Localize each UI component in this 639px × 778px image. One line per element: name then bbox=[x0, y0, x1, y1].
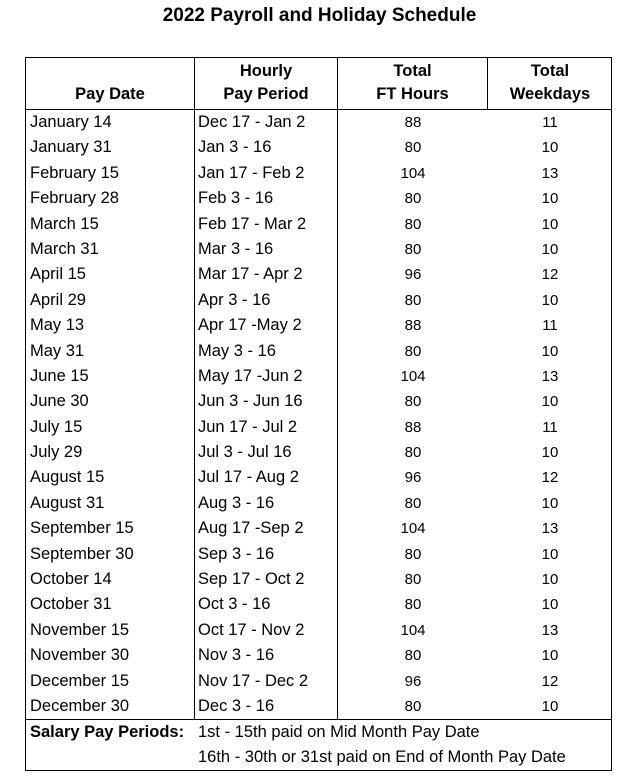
cell-weekdays: 10 bbox=[541, 596, 559, 614]
table-row bbox=[26, 110, 611, 135]
cell-ft-hours: 104 bbox=[400, 520, 426, 538]
table-row bbox=[26, 161, 611, 186]
cell-pay-date: August 15 bbox=[30, 468, 105, 487]
cell-weekdays: 12 bbox=[541, 266, 559, 284]
payroll-table bbox=[25, 57, 612, 771]
cell-pay-period: Mar 3 - 16 bbox=[198, 239, 274, 258]
cell-ft-hours: 80 bbox=[404, 647, 422, 665]
table-row bbox=[26, 262, 611, 287]
cell-pay-date: May 13 bbox=[30, 316, 85, 335]
header-weekdays-line2: Weekdays bbox=[509, 85, 591, 103]
cell-ft-hours: 80 bbox=[404, 190, 422, 208]
table-row bbox=[26, 618, 611, 643]
cell-pay-period: Oct 3 - 16 bbox=[198, 595, 271, 614]
header-total-line2: FT Hours bbox=[376, 85, 449, 103]
cell-pay-period: Oct 17 - Nov 2 bbox=[198, 620, 305, 639]
cell-weekdays: 11 bbox=[542, 317, 558, 335]
cell-pay-date: March 31 bbox=[30, 239, 99, 258]
cell-pay-period: May 17 -Jun 2 bbox=[198, 366, 303, 385]
cell-weekdays: 10 bbox=[541, 342, 559, 360]
salary-pay-periods-line2: 16th - 30th or 31st paid on End of Month Pay Date bbox=[198, 748, 566, 767]
header-hourly-line2: Pay Period bbox=[223, 85, 309, 103]
header-total-line1: Total bbox=[393, 62, 432, 80]
salary-pay-periods-line1: 1st - 15th paid on Mid Month Pay Date bbox=[198, 723, 480, 742]
cell-pay-date: February 28 bbox=[30, 189, 119, 208]
cell-pay-date: January 14 bbox=[30, 113, 112, 131]
cell-pay-date: January 31 bbox=[30, 138, 112, 157]
cell-ft-hours: 80 bbox=[404, 494, 422, 512]
cell-weekdays: 13 bbox=[541, 164, 559, 182]
cell-pay-period: Jan 3 - 16 bbox=[198, 138, 272, 157]
cell-pay-date: November 15 bbox=[30, 620, 130, 639]
page-title: 2022 Payroll and Holiday Schedule bbox=[162, 5, 477, 26]
cell-weekdays: 10 bbox=[541, 647, 559, 665]
cell-ft-hours: 104 bbox=[400, 621, 426, 639]
header-pay-date bbox=[26, 58, 194, 109]
salary-pay-periods-note bbox=[26, 719, 611, 770]
table-row bbox=[26, 415, 611, 440]
cell-pay-period: Sep 17 - Oct 2 bbox=[198, 570, 305, 589]
cell-weekdays: 10 bbox=[541, 215, 559, 233]
cell-pay-period: Aug 3 - 16 bbox=[198, 493, 275, 512]
cell-weekdays: 11 bbox=[542, 418, 558, 436]
cell-weekdays: 10 bbox=[541, 393, 559, 411]
table-row bbox=[26, 643, 611, 668]
cell-ft-hours: 80 bbox=[404, 596, 422, 614]
cell-weekdays: 10 bbox=[541, 240, 559, 258]
cell-weekdays: 13 bbox=[541, 367, 559, 385]
cell-pay-period: Feb 17 - Mar 2 bbox=[198, 214, 307, 233]
table-row bbox=[26, 364, 611, 389]
header-hourly-pay-period bbox=[195, 58, 337, 109]
table-row bbox=[26, 542, 611, 567]
cell-pay-period: Apr 3 - 16 bbox=[198, 290, 271, 309]
salary-pay-periods-label: Salary Pay Periods: bbox=[30, 723, 185, 742]
cell-pay-period: Feb 3 - 16 bbox=[198, 189, 274, 208]
cell-pay-period: Mar 17 - Apr 2 bbox=[198, 265, 303, 284]
cell-pay-date: November 30 bbox=[30, 646, 130, 665]
cell-pay-period: Nov 17 - Dec 2 bbox=[198, 671, 309, 690]
table-body bbox=[26, 110, 611, 719]
cell-ft-hours: 96 bbox=[404, 266, 422, 284]
cell-pay-date: February 15 bbox=[30, 163, 119, 182]
cell-pay-date: October 31 bbox=[30, 595, 112, 614]
table-row bbox=[26, 339, 611, 364]
cell-pay-date: September 30 bbox=[30, 544, 134, 563]
cell-pay-date: May 31 bbox=[30, 341, 85, 360]
table-row bbox=[26, 491, 611, 516]
table-row bbox=[26, 465, 611, 490]
cell-ft-hours: 80 bbox=[404, 291, 422, 309]
cell-pay-period: Jul 3 - Jul 16 bbox=[198, 443, 292, 462]
cell-ft-hours: 96 bbox=[404, 469, 422, 487]
cell-ft-hours: 80 bbox=[404, 393, 422, 411]
table-row bbox=[26, 694, 611, 719]
cell-pay-date: June 15 bbox=[30, 366, 89, 385]
cell-pay-period: Aug 17 -Sep 2 bbox=[198, 519, 304, 538]
table-row bbox=[26, 186, 611, 211]
table-row bbox=[26, 212, 611, 237]
header-hourly-line1: Hourly bbox=[239, 62, 293, 80]
table-header bbox=[26, 58, 611, 110]
cell-pay-date: September 15 bbox=[30, 519, 134, 538]
cell-pay-date: August 31 bbox=[30, 493, 105, 512]
header-total-ft-hours bbox=[338, 58, 487, 109]
header-weekdays-line1: Total bbox=[530, 62, 570, 80]
cell-pay-date: December 30 bbox=[30, 696, 130, 715]
cell-pay-period: Nov 3 - 16 bbox=[198, 646, 275, 665]
table-row bbox=[26, 237, 611, 262]
cell-ft-hours: 80 bbox=[404, 139, 422, 157]
cell-weekdays: 10 bbox=[541, 571, 559, 589]
cell-ft-hours: 80 bbox=[404, 545, 422, 563]
table-row bbox=[26, 592, 611, 617]
table-row bbox=[26, 288, 611, 313]
cell-weekdays: 10 bbox=[541, 444, 559, 462]
cell-ft-hours: 80 bbox=[404, 215, 422, 233]
cell-ft-hours: 80 bbox=[404, 342, 422, 360]
cell-weekdays: 11 bbox=[542, 114, 558, 131]
cell-ft-hours: 80 bbox=[404, 571, 422, 589]
table-row bbox=[26, 440, 611, 465]
table-row bbox=[26, 135, 611, 160]
cell-pay-date: October 14 bbox=[30, 570, 112, 589]
cell-pay-period: Sep 3 - 16 bbox=[198, 544, 275, 563]
cell-pay-period: Dec 3 - 16 bbox=[198, 696, 275, 715]
cell-ft-hours: 80 bbox=[404, 240, 422, 258]
cell-weekdays: 10 bbox=[541, 291, 559, 309]
cell-weekdays: 12 bbox=[541, 469, 559, 487]
table-row bbox=[26, 567, 611, 592]
header-pay-date-label: Pay Date bbox=[75, 85, 145, 103]
cell-pay-date: March 15 bbox=[30, 214, 99, 233]
cell-pay-period: Jul 17 - Aug 2 bbox=[198, 468, 299, 487]
cell-pay-period: Jan 17 - Feb 2 bbox=[198, 163, 305, 182]
cell-ft-hours: 88 bbox=[404, 114, 422, 131]
cell-weekdays: 13 bbox=[541, 520, 559, 538]
cell-pay-period: Apr 17 -May 2 bbox=[198, 316, 302, 335]
cell-pay-date: April 29 bbox=[30, 290, 86, 309]
header-total-weekdays bbox=[488, 58, 612, 109]
cell-pay-date: April 15 bbox=[30, 265, 86, 284]
cell-ft-hours: 104 bbox=[400, 164, 426, 182]
cell-pay-period: Dec 17 - Jan 2 bbox=[198, 113, 306, 131]
cell-pay-period: Jun 17 - Jul 2 bbox=[198, 417, 298, 436]
cell-pay-date: July 15 bbox=[30, 417, 83, 436]
cell-weekdays: 13 bbox=[541, 621, 559, 639]
cell-pay-date: July 29 bbox=[30, 443, 83, 462]
cell-weekdays: 10 bbox=[541, 139, 559, 157]
table-row bbox=[26, 313, 611, 338]
cell-ft-hours: 96 bbox=[404, 672, 422, 690]
table-row bbox=[26, 389, 611, 414]
table-row bbox=[26, 669, 611, 694]
cell-pay-date: June 30 bbox=[30, 392, 89, 411]
table-row bbox=[26, 516, 611, 541]
cell-weekdays: 10 bbox=[541, 494, 559, 512]
cell-ft-hours: 80 bbox=[404, 697, 422, 715]
cell-pay-date: December 15 bbox=[30, 671, 130, 690]
cell-ft-hours: 88 bbox=[404, 317, 422, 335]
cell-pay-period: Jun 3 - Jun 16 bbox=[198, 392, 303, 411]
cell-ft-hours: 80 bbox=[404, 444, 422, 462]
cell-weekdays: 10 bbox=[541, 697, 559, 715]
cell-weekdays: 10 bbox=[541, 190, 559, 208]
cell-weekdays: 10 bbox=[541, 545, 559, 563]
cell-weekdays: 12 bbox=[541, 672, 559, 690]
cell-ft-hours: 104 bbox=[400, 367, 426, 385]
cell-ft-hours: 88 bbox=[404, 418, 422, 436]
cell-pay-period: May 3 - 16 bbox=[198, 341, 276, 360]
